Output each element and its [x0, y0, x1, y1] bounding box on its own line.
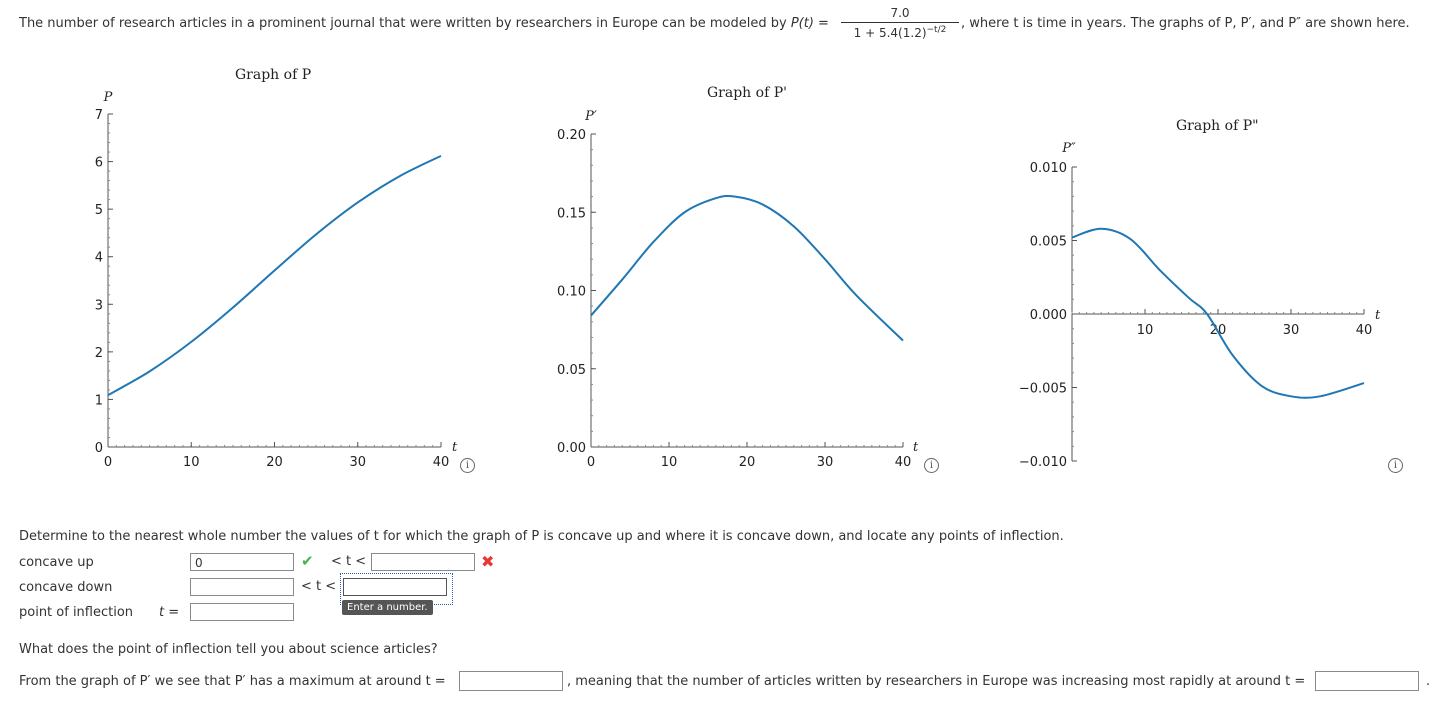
y-tick-label: −0.005 [1018, 381, 1067, 397]
concave-up-upper-input[interactable] [371, 553, 475, 571]
info-icon[interactable]: i [924, 458, 939, 473]
x-tick-label: 20 [738, 455, 756, 470]
y-tick-label: 0.005 [1029, 234, 1067, 250]
y-tick-label: 0.010 [1029, 161, 1067, 176]
concave-down-upper-input[interactable] [343, 578, 447, 596]
x-axis-label: t [913, 440, 919, 455]
y-tick-label: 4 [94, 250, 103, 266]
x-tick-label: 30 [816, 455, 834, 470]
rapid-t-input[interactable] [1315, 671, 1419, 691]
concave-down-lower-input[interactable] [190, 578, 294, 596]
info-icon[interactable]: i [1388, 458, 1403, 473]
y-tick-label: 6 [94, 155, 103, 171]
input-tooltip: Enter a number. [342, 600, 433, 615]
x-tick-label: 10 [182, 455, 200, 470]
y-tick-label: 0.15 [557, 206, 586, 222]
y-axis-label: P″ [1062, 141, 1076, 156]
incorrect-x-icon: ✖ [481, 552, 495, 571]
correct-check-icon: ✔ [301, 552, 314, 570]
y-tick-label: 0.00 [557, 441, 586, 456]
x-tick-label: 10 [1136, 323, 1154, 338]
chart-title-p-prime: Graph of P' [707, 85, 787, 101]
y-tick-label: 2 [94, 345, 103, 361]
lt-t-lt-label: < t < [301, 579, 337, 594]
x-tick-label: 0 [103, 455, 113, 470]
y-tick-label: 5 [94, 203, 103, 219]
formula-denominator-base: 1 + 5.4(1.2) [853, 26, 927, 40]
series-line [591, 196, 903, 341]
x-tick-label: 0 [586, 455, 596, 470]
x-tick-label: 40 [894, 455, 912, 470]
inflection-label: point of inflection [19, 605, 134, 620]
x-tick-label: 30 [1282, 323, 1300, 338]
followup-sentence-a: From the graph of P′ we see that P′ has a maximum at around t = [19, 674, 446, 689]
y-tick-label: 3 [94, 298, 103, 314]
inflection-t-input[interactable] [190, 603, 294, 621]
info-icon[interactable]: i [460, 458, 475, 473]
series-line [108, 156, 441, 395]
y-tick-label: −0.010 [1018, 455, 1067, 470]
y-tick-label: 1 [94, 393, 103, 409]
question-text: Determine to the nearest whole number the values of t for which the graph of P is concave up and where it is concave down, and locate any points of inflection. [19, 529, 1064, 544]
x-tick-label: 40 [432, 455, 450, 470]
x-tick-label: 20 [266, 455, 283, 470]
chart-title-p: Graph of P [235, 67, 312, 83]
intro-after: , where t is time in years. The graphs of P, P′, and P″ are shown here. [961, 16, 1410, 31]
formula-numerator: 7.0 [841, 6, 959, 23]
x-axis-label: t [452, 440, 458, 455]
x-tick-label: 30 [349, 455, 367, 470]
max-t-input[interactable] [459, 671, 563, 691]
y-axis-label: P′ [585, 109, 597, 124]
intro-before: The number of research articles in a prominent journal that were written by researchers in Europe can be modeled by [19, 16, 791, 31]
y-tick-label: 0.20 [557, 128, 586, 143]
chart-title-p-double-prime: Graph of P" [1176, 118, 1259, 134]
x-tick-label: 40 [1355, 323, 1373, 338]
x-axis-label: t [1375, 308, 1381, 323]
y-tick-label: 0.000 [1029, 308, 1067, 323]
y-tick-label: 7 [94, 108, 103, 123]
concave-up-label: concave up [19, 555, 94, 570]
concave-down-label: concave down [19, 580, 113, 595]
intro-function: P(t) = [790, 16, 829, 31]
period: . [1426, 674, 1431, 689]
y-tick-label: 0 [94, 441, 103, 456]
concave-up-lower-input[interactable]: 0 [190, 553, 294, 571]
t-equals-label: t = [159, 605, 180, 620]
lt-t-lt-label: < t < [331, 554, 367, 569]
x-tick-label: 20 [1209, 323, 1227, 338]
y-tick-label: 0.05 [557, 362, 586, 378]
x-tick-label: 10 [660, 455, 678, 470]
formula-exponent: −t/2 [926, 25, 947, 35]
followup-sentence-b: , meaning that the number of articles written by researchers in Europe was increasing most rapidly at around t = [567, 674, 1306, 689]
y-tick-label: 0.10 [557, 284, 586, 300]
y-axis-label: P [103, 90, 113, 105]
followup-question: What does the point of inflection tell you about science articles? [19, 642, 438, 657]
